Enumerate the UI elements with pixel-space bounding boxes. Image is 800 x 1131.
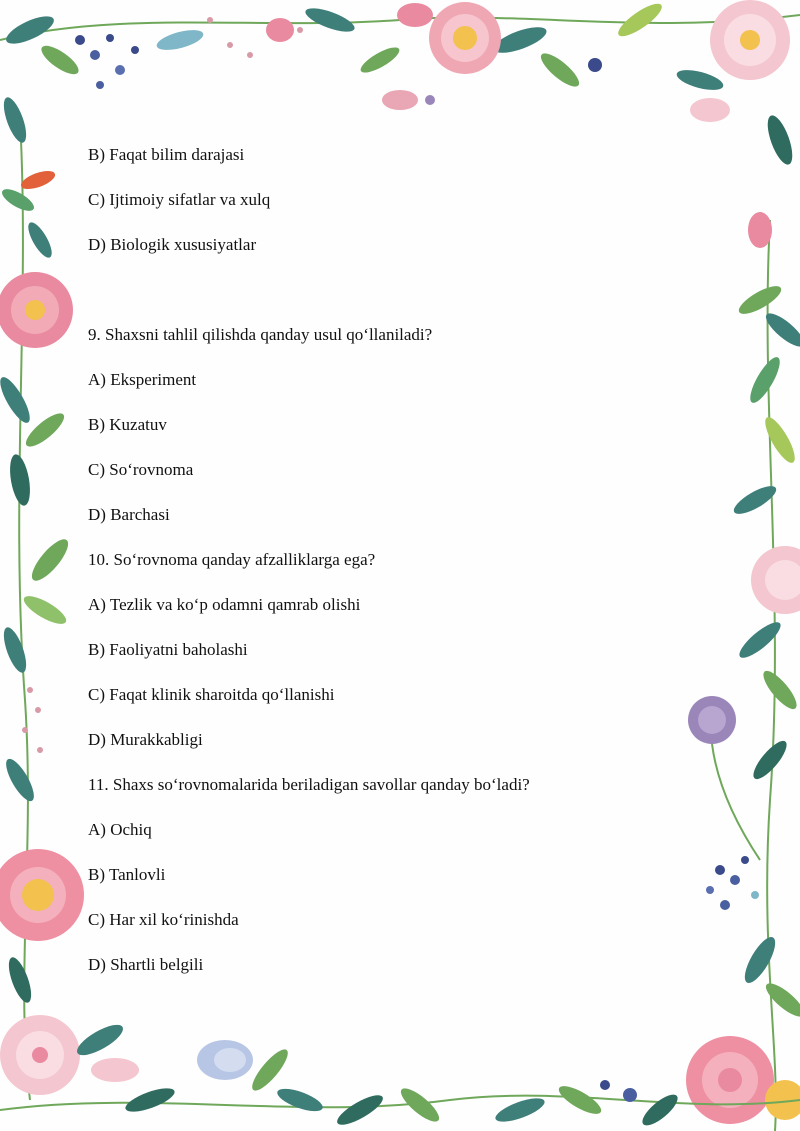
spacer bbox=[88, 278, 708, 323]
question-9: 9. Shaxsni tahlil qilishda qanday usul qo‘llaniladi? bbox=[88, 325, 433, 344]
question-9-option-c: C) So‘rovnoma bbox=[88, 460, 194, 479]
question-11-option-a: A) Ochiq bbox=[88, 820, 152, 839]
question-10-option-b: B) Faoliyatni baholashi bbox=[88, 640, 248, 659]
question-11-option-c: C) Har xil ko‘rinishda bbox=[88, 910, 239, 929]
question-9-option-a: A) Eksperiment bbox=[88, 370, 197, 389]
question-10: 10. So‘rovnoma qanday afzalliklarga ega? bbox=[88, 550, 376, 569]
question-11-option-d: D) Shartli belgili bbox=[88, 955, 204, 974]
question-9-option-b: B) Kuzatuv bbox=[88, 415, 167, 434]
question-10-option-c: C) Faqat klinik sharoitda qo‘llanishi bbox=[88, 685, 335, 704]
question-9-option-d: D) Barchasi bbox=[88, 505, 170, 524]
option-line: B) Faqat bilim darajasi bbox=[88, 145, 245, 164]
option-line: C) Ijtimoiy sifatlar va xulq bbox=[88, 190, 271, 209]
quiz-content bbox=[88, 143, 708, 998]
left-floral-border bbox=[0, 95, 84, 1100]
question-11: 11. Shaxs so‘rovnomalarida beriladigan savollar qanday bo‘ladi? bbox=[88, 775, 530, 794]
question-11-option-b: B) Tanlovli bbox=[88, 865, 166, 884]
bottom-floral-border bbox=[0, 1019, 800, 1130]
question-10-option-a: A) Tezlik va ko‘p odamni qamrab olishi bbox=[88, 595, 361, 614]
option-line: D) Biologik xususiyatlar bbox=[88, 235, 257, 254]
question-10-option-d: D) Murakkabligi bbox=[88, 730, 203, 749]
